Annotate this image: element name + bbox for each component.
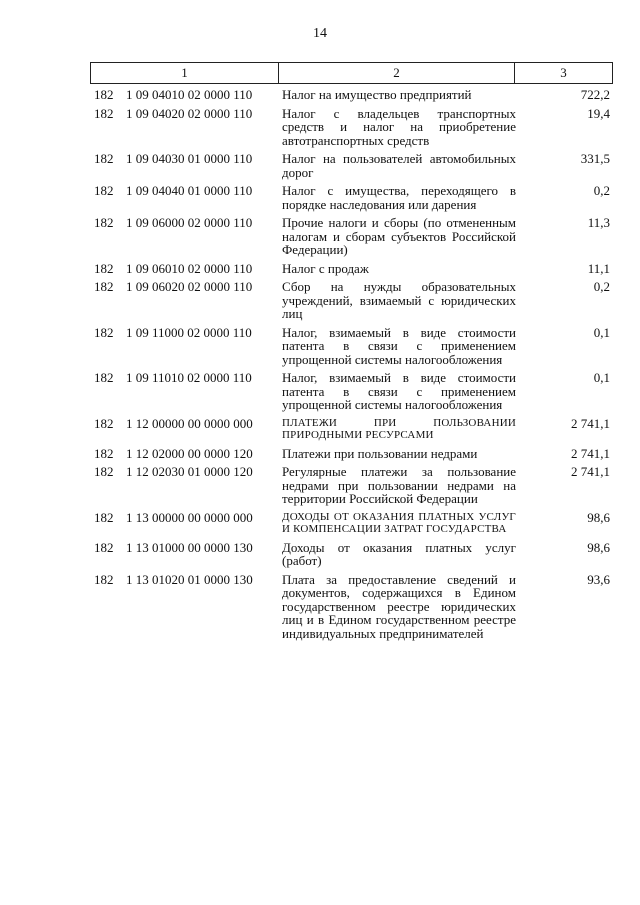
row-name: Налог на имущество предприятий: [282, 87, 472, 102]
table-row: [0, 447, 640, 461]
page-number: 14: [313, 26, 327, 41]
admin-code: 182: [94, 105, 114, 121]
code-cell: [94, 447, 274, 461]
row-name: Прочие налоги и сборы (по отмененным налогам и сборам субъектов Российской Федерации): [282, 215, 516, 257]
row-value: 11,1: [587, 260, 610, 276]
budget-code: 1 09 06020 02 0000 110: [126, 279, 253, 294]
admin-code: 182: [94, 571, 114, 587]
admin-code: 182: [94, 87, 114, 102]
row-value: 331,5: [580, 151, 610, 166]
admin-code: 182: [94, 260, 114, 276]
table-row: [0, 371, 640, 412]
code-cell: [94, 152, 274, 166]
row-name: Налог с владельцев транспортных средств и налог на приобретение автотранспортных средств: [282, 105, 516, 148]
budget-code: 1 09 11010 02 0000 110: [126, 370, 252, 385]
row-value: 11,3: [587, 215, 610, 230]
code-cell: [94, 465, 274, 479]
code-cell: [94, 371, 274, 385]
admin-code: 182: [94, 215, 114, 230]
budget-code: 1 12 00000 00 0000 000: [126, 415, 253, 431]
admin-code: 182: [94, 183, 114, 198]
row-name: ДОХОДЫ ОТ ОКАЗАНИЯ ПЛАТНЫХ УСЛУГ И КОМПЕНСАЦИИ ЗАТРАТ ГОСУДАРСТВА: [282, 510, 516, 535]
table-row: [0, 541, 640, 568]
admin-code: 182: [94, 445, 114, 461]
header-col-1: 1: [91, 63, 279, 84]
table-row: [0, 573, 640, 641]
row-value: 2 741,1: [571, 415, 610, 431]
row-value: 0,1: [593, 370, 610, 385]
table-row: [0, 326, 640, 367]
code-cell: [94, 184, 274, 198]
row-name: Налог на пользователей автомобильных дорог: [282, 151, 516, 180]
row-value: 0,2: [593, 279, 610, 294]
row-name: Налог, взимаемый в виде стоимости патента в связи с применением упрощенной системы налогообложения: [282, 370, 516, 412]
code-cell: [94, 280, 274, 294]
row-value: 93,6: [587, 571, 610, 587]
row-name: Сбор на нужды образовательных учреждений, взимаемый с юридических лиц: [282, 279, 516, 321]
row-name: Доходы от оказания платных услуг (работ): [282, 539, 516, 568]
table-row: [0, 216, 640, 257]
table-body: [0, 88, 640, 645]
admin-code: 182: [94, 539, 114, 555]
budget-code: 1 13 01020 01 0000 130: [126, 571, 253, 587]
row-name: Налог с имущества, переходящего в порядке наследования или дарения: [282, 183, 516, 212]
table-row: [0, 152, 640, 179]
code-cell: [94, 88, 274, 102]
row-value: 19,4: [587, 105, 610, 121]
code-cell: [94, 541, 274, 555]
code-cell: [94, 511, 274, 525]
row-name: Налог, взимаемый в виде стоимости патента в связи с применением упрощенной системы налогообложения: [282, 324, 516, 367]
budget-code: 1 12 02000 00 0000 120: [126, 445, 253, 461]
row-name: Регулярные платежи за пользование недрами при пользовании недрами на территории Российской Федерации: [282, 464, 516, 506]
table-row: [0, 280, 640, 321]
budget-code: 1 09 06010 02 0000 110: [126, 260, 253, 276]
budget-code: 1 09 11000 02 0000 110: [126, 324, 252, 340]
code-cell: [94, 262, 274, 276]
table-row: [0, 465, 640, 506]
code-cell: [94, 573, 274, 587]
budget-code: 1 13 00000 00 0000 000: [126, 509, 253, 525]
admin-code: 182: [94, 464, 114, 479]
budget-code: 1 13 01000 00 0000 130: [126, 539, 253, 555]
row-name: Плата за предоставление сведений и документов, содержащихся в Едином государственном реестре юридических лиц и в Едином государственном реестре индивидуальных предпринимателей: [282, 571, 516, 641]
row-value: 98,6: [587, 509, 610, 525]
admin-code: 182: [94, 324, 114, 340]
table-row: [0, 184, 640, 211]
table-row: [0, 417, 640, 442]
budget-code: 1 09 06000 02 0000 110: [126, 215, 253, 230]
code-cell: [94, 216, 274, 230]
row-value: 722,2: [580, 87, 610, 102]
row-name: ПЛАТЕЖИ ПРИ ПОЛЬЗОВАНИИ ПРИРОДНЫМИ РЕСУРСАМИ: [282, 416, 516, 441]
row-name: Налог с продаж: [282, 260, 369, 276]
table-header: [90, 62, 613, 84]
code-cell: [94, 107, 274, 121]
row-value: 98,6: [587, 539, 610, 555]
table-row: [0, 262, 640, 276]
budget-code: 1 09 04010 02 0000 110: [126, 87, 253, 102]
budget-code: 1 09 04030 01 0000 110: [126, 151, 253, 166]
row-value: 2 741,1: [571, 445, 610, 461]
table-row: [0, 88, 640, 102]
code-cell: [94, 326, 274, 340]
code-cell: [94, 417, 274, 431]
budget-code: 1 12 02030 01 0000 120: [126, 464, 253, 479]
row-value: 0,1: [593, 324, 610, 340]
row-value: 0,2: [593, 183, 610, 198]
admin-code: 182: [94, 415, 114, 431]
header-col-2: 2: [279, 63, 515, 84]
table-row: [0, 511, 640, 536]
admin-code: 182: [94, 509, 114, 525]
admin-code: 182: [94, 279, 114, 294]
budget-code: 1 09 04020 02 0000 110: [126, 105, 253, 121]
row-name: Платежи при пользовании недрами: [282, 445, 478, 461]
table-row: [0, 107, 640, 148]
budget-code: 1 09 04040 01 0000 110: [126, 183, 253, 198]
admin-code: 182: [94, 151, 114, 166]
header-col-3: 3: [515, 63, 613, 84]
admin-code: 182: [94, 370, 114, 385]
row-value: 2 741,1: [571, 464, 610, 479]
